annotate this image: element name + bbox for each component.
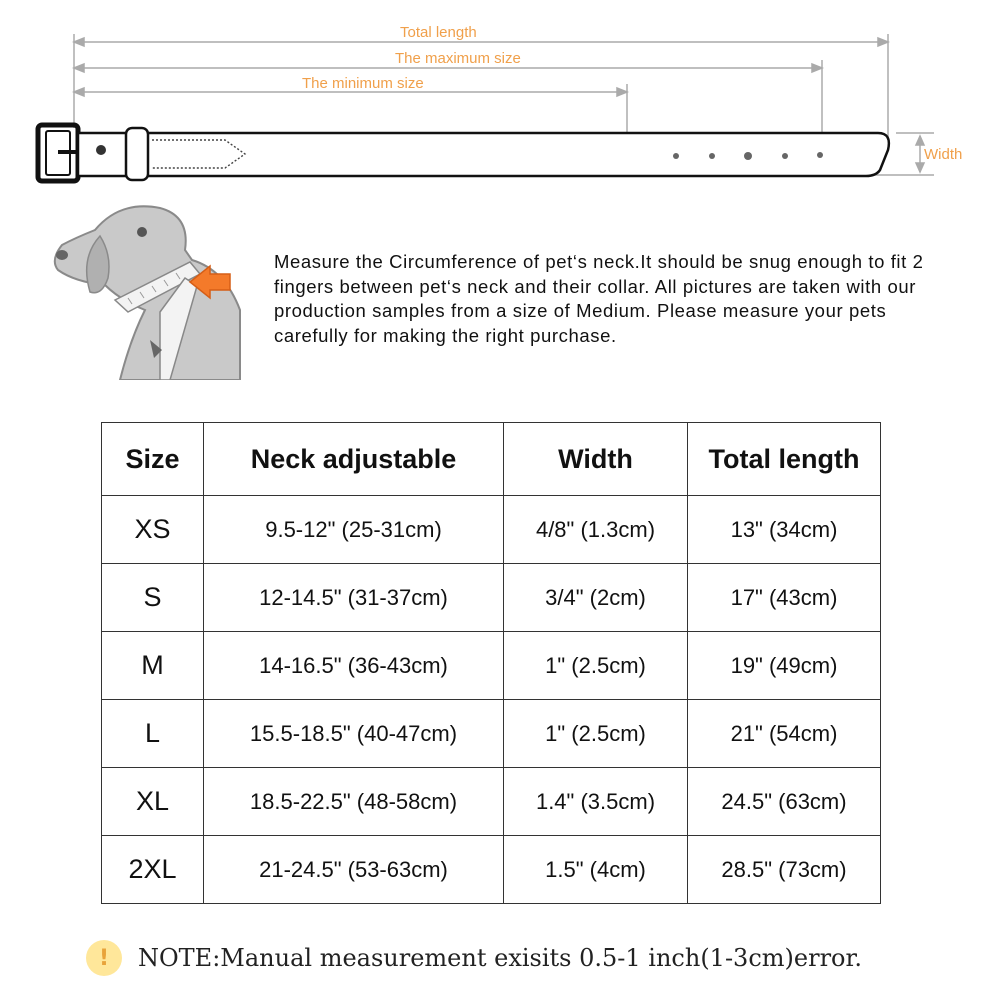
warning-icon: ! — [86, 940, 122, 976]
size-chart-table — [101, 422, 881, 904]
width-cell: 1" (2.5cm) — [504, 632, 688, 700]
width-label: Width — [924, 146, 963, 163]
collar-illustration — [0, 0, 1000, 200]
length-cell: 17" (43cm) — [688, 564, 881, 632]
header-size: Size — [102, 423, 204, 496]
width-cell: 3/4" (2cm) — [504, 564, 688, 632]
note — [86, 940, 862, 976]
neck-cell: 12-14.5" (31-37cm) — [204, 564, 504, 632]
length-cell: 21" (54cm) — [688, 700, 881, 768]
collar-strap — [78, 133, 889, 176]
length-cell: 28.5" (73cm) — [688, 836, 881, 904]
neck-cell: 18.5-22.5" (48-58cm) — [204, 768, 504, 836]
header-width: Width — [504, 423, 688, 496]
table-row — [102, 700, 881, 768]
header-total-length: Total length — [688, 423, 881, 496]
table-row — [102, 768, 881, 836]
header-neck-adjustable: Neck adjustable — [204, 423, 504, 496]
width-cell: 1" (2.5cm) — [504, 700, 688, 768]
dog-measuring-illustration — [50, 200, 250, 380]
length-cell: 13" (34cm) — [688, 496, 881, 564]
length-cell: 24.5" (63cm) — [688, 768, 881, 836]
size-cell: XS — [102, 496, 204, 564]
keeper-loop — [126, 128, 148, 180]
minimum-size-label: The minimum size — [302, 75, 424, 92]
neck-cell: 15.5-18.5" (40-47cm) — [204, 700, 504, 768]
width-cell: 1.5" (4cm) — [504, 836, 688, 904]
measuring-instructions: Measure the Circumference of pet‘s neck.It should be snug enough to fit 2 fingers between pet‘s neck and their collar. All pictures are taken with our production samples from a size of Medium. Please measure your pets carefully for making the right purchase. — [274, 251, 924, 346]
note-text: NOTE:Manual measurement exisits 0.5-1 inch(1-3cm)error. — [138, 944, 862, 972]
width-cell: 1.4" (3.5cm) — [504, 768, 688, 836]
table-row — [102, 564, 881, 632]
maximum-size-label: The maximum size — [395, 50, 521, 67]
total-length-label: Total length — [400, 24, 477, 41]
table-row — [102, 632, 881, 700]
length-cell: 19" (49cm) — [688, 632, 881, 700]
size-cell: L — [102, 700, 204, 768]
size-cell: S — [102, 564, 204, 632]
neck-cell: 9.5-12" (25-31cm) — [204, 496, 504, 564]
table-row — [102, 496, 881, 564]
table-row — [102, 836, 881, 904]
collar-diagram — [0, 0, 1000, 200]
size-cell: XL — [102, 768, 204, 836]
width-cell: 4/8" (1.3cm) — [504, 496, 688, 564]
size-cell: M — [102, 632, 204, 700]
size-cell: 2XL — [102, 836, 204, 904]
table-header-row — [102, 423, 881, 496]
dog-eye — [137, 227, 147, 237]
rivet — [96, 145, 106, 155]
neck-cell: 14-16.5" (36-43cm) — [204, 632, 504, 700]
dog-nose — [56, 250, 68, 260]
neck-cell: 21-24.5" (53-63cm) — [204, 836, 504, 904]
